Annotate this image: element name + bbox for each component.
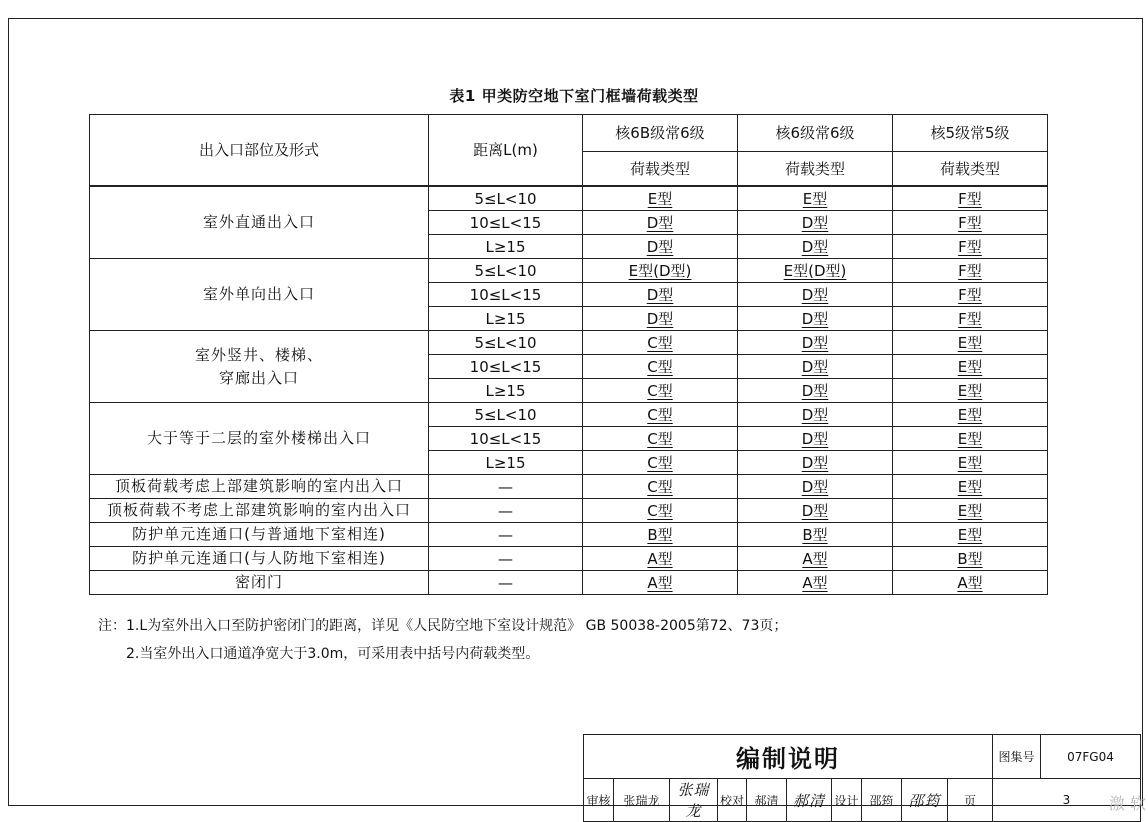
- distance-cell: L≥15: [429, 235, 583, 259]
- load-type-value: D型: [801, 357, 829, 376]
- load-type-cell: [738, 355, 893, 379]
- load-type-value: F型: [958, 285, 982, 304]
- review-label: 审核: [584, 779, 614, 822]
- distance-cell: —: [429, 547, 583, 571]
- load-type-value: D型: [801, 405, 829, 424]
- load-type-value: F型: [958, 189, 982, 208]
- header-group-3: 核5级常5级: [893, 115, 1048, 152]
- load-type-cell: [893, 403, 1048, 427]
- note-2: 2.当室外出入口通道净宽大于3.0m，可采用表中括号内荷载类型。: [126, 646, 540, 662]
- distance-cell: —: [429, 571, 583, 595]
- load-type-value: E型: [957, 477, 983, 496]
- position-cell: [90, 331, 429, 403]
- load-type-cell: [893, 283, 1048, 307]
- table-row: [90, 475, 1048, 499]
- load-type-value: D型: [801, 453, 829, 472]
- drawing-title: 编制说明: [584, 735, 993, 779]
- designer-signature: 邵筠: [902, 779, 948, 822]
- position-cell: 防护单元连通口(与人防地下室相连): [90, 547, 429, 571]
- table-row: [90, 547, 1048, 571]
- load-type-value: A型: [647, 573, 673, 592]
- load-type-cell: [893, 379, 1048, 403]
- load-type-value: D型: [646, 237, 674, 256]
- load-type-cell: [893, 235, 1048, 259]
- load-type-value: E型: [957, 381, 983, 400]
- load-type-cell: [738, 259, 893, 283]
- load-type-value: D型: [646, 309, 674, 328]
- position-cell: 顶板荷载考虑上部建筑影响的室内出入口: [90, 475, 429, 499]
- atlas-label: 图集号: [993, 735, 1041, 779]
- page-number: 3: [993, 779, 1141, 822]
- watermark: 激 软: [1108, 794, 1146, 813]
- load-type-value: D型: [801, 381, 829, 400]
- table-row: [90, 499, 1048, 523]
- distance-cell: 5≤L<10: [429, 331, 583, 355]
- reviewer-signature: 张瑞龙: [670, 779, 718, 822]
- designer-name: 邵筠: [862, 779, 902, 822]
- distance-cell: —: [429, 499, 583, 523]
- load-type-value: D型: [801, 309, 829, 328]
- position-label: 室外竖井、楼梯、: [194, 345, 323, 364]
- load-type-value: E型: [957, 333, 983, 352]
- load-type-cell: [893, 307, 1048, 331]
- distance-cell: 10≤L<15: [429, 355, 583, 379]
- load-type-value: A型: [802, 549, 828, 568]
- checker-signature: 郝清: [787, 779, 832, 822]
- notes: [98, 612, 787, 668]
- load-type-cell: [583, 523, 738, 547]
- position-cell: 顶板荷载不考虑上部建筑影响的室内出入口: [90, 499, 429, 523]
- load-type-cell: [738, 451, 893, 475]
- load-type-cell: [583, 186, 738, 211]
- load-type-value: D型: [646, 285, 674, 304]
- load-type-value: F型: [958, 213, 982, 232]
- load-type-value: D型: [801, 501, 829, 520]
- load-type-value: D型: [801, 429, 829, 448]
- table-row: [90, 571, 1048, 595]
- load-type-cell: [893, 355, 1048, 379]
- atlas-number: 07FG04: [1041, 735, 1141, 779]
- load-type-cell: [893, 186, 1048, 211]
- load-type-value: A型: [647, 549, 673, 568]
- load-type-cell: [583, 475, 738, 499]
- load-type-cell: [893, 259, 1048, 283]
- load-type-value: E型: [957, 429, 983, 448]
- load-type-cell: [738, 547, 893, 571]
- distance-cell: L≥15: [429, 451, 583, 475]
- load-type-value: E型: [647, 189, 673, 208]
- load-type-value: D型: [801, 333, 829, 352]
- load-type-value: C型: [647, 453, 673, 472]
- load-type-value: E型: [957, 501, 983, 520]
- load-type-value: E型: [957, 357, 983, 376]
- page-label: 页: [948, 779, 993, 822]
- position-label: 室外单向出入口: [202, 285, 315, 303]
- position-cell: [90, 259, 429, 331]
- load-type-cell: [583, 331, 738, 355]
- load-type-cell: [583, 355, 738, 379]
- load-type-cell: [893, 523, 1048, 547]
- load-type-cell: [583, 499, 738, 523]
- load-type-value: C型: [647, 381, 673, 400]
- position-label: 室外直通出入口: [202, 213, 315, 231]
- subheader-load-type: 荷载类型: [893, 152, 1048, 187]
- load-type-cell: [893, 547, 1048, 571]
- load-type-value: D型: [801, 237, 829, 256]
- table-row: [90, 331, 1048, 355]
- load-type-value: A型: [802, 573, 828, 592]
- check-label: 校对: [718, 779, 747, 822]
- position-cell: 密闭门: [90, 571, 429, 595]
- distance-cell: 5≤L<10: [429, 259, 583, 283]
- checker-name: 郝清: [747, 779, 787, 822]
- load-type-value: D型: [801, 213, 829, 232]
- load-type-cell: [738, 571, 893, 595]
- table-row: [90, 186, 1048, 211]
- load-type-cell: [583, 211, 738, 235]
- header-distance: 距离L(m): [429, 115, 583, 187]
- load-type-table: [89, 114, 1048, 595]
- load-type-cell: [893, 499, 1048, 523]
- load-type-cell: [893, 211, 1048, 235]
- reviewer-name: 张瑞龙: [614, 779, 670, 822]
- load-type-cell: [893, 475, 1048, 499]
- load-type-cell: [738, 283, 893, 307]
- position-cell: [90, 186, 429, 259]
- distance-cell: 5≤L<10: [429, 403, 583, 427]
- subheader-load-type: 荷载类型: [738, 152, 893, 187]
- load-type-cell: [738, 186, 893, 211]
- header-group-2: 核6级常6级: [738, 115, 893, 152]
- load-type-value: E型: [957, 525, 983, 544]
- load-type-cell: [738, 211, 893, 235]
- design-label: 设计: [832, 779, 862, 822]
- load-type-value: A型: [957, 573, 983, 592]
- header-group-1: 核6B级常6级: [583, 115, 738, 152]
- distance-cell: 5≤L<10: [429, 186, 583, 211]
- load-type-cell: [738, 427, 893, 451]
- title-block: [583, 734, 1141, 822]
- subheader-load-type: 荷载类型: [583, 152, 738, 187]
- load-type-value: C型: [647, 405, 673, 424]
- table-row: [90, 403, 1048, 427]
- load-type-cell: [893, 451, 1048, 475]
- load-type-cell: [738, 307, 893, 331]
- load-type-cell: [738, 499, 893, 523]
- distance-cell: L≥15: [429, 307, 583, 331]
- table-row: [90, 523, 1048, 547]
- load-type-cell: [583, 547, 738, 571]
- load-type-value: D型: [801, 285, 829, 304]
- load-type-cell: [583, 259, 738, 283]
- load-type-cell: [893, 331, 1048, 355]
- load-type-value: B型: [802, 525, 828, 544]
- load-type-cell: [583, 451, 738, 475]
- load-type-value: F型: [958, 237, 982, 256]
- load-type-value: E型: [957, 405, 983, 424]
- load-type-cell: [583, 403, 738, 427]
- load-type-value: C型: [647, 357, 673, 376]
- load-type-value: B型: [957, 549, 983, 568]
- distance-cell: 10≤L<15: [429, 427, 583, 451]
- load-type-cell: [583, 571, 738, 595]
- load-type-cell: [738, 475, 893, 499]
- load-type-cell: [583, 283, 738, 307]
- load-type-cell: [738, 403, 893, 427]
- load-type-value: C型: [647, 477, 673, 496]
- distance-cell: —: [429, 475, 583, 499]
- load-type-cell: [738, 523, 893, 547]
- load-type-value: E型: [802, 189, 828, 208]
- table-caption: 表1 甲类防空地下室门框墙荷载类型: [449, 87, 699, 105]
- load-type-value: F型: [958, 309, 982, 328]
- position-cell: 防护单元连通口(与普通地下室相连): [90, 523, 429, 547]
- load-type-cell: [893, 571, 1048, 595]
- distance-cell: 10≤L<15: [429, 211, 583, 235]
- load-type-cell: [583, 235, 738, 259]
- load-type-value: D型: [801, 477, 829, 496]
- position-label: 大于等于二层的室外楼梯出入口: [146, 429, 371, 447]
- load-type-value: C型: [647, 501, 673, 520]
- load-type-cell: [583, 427, 738, 451]
- table-row: [90, 259, 1048, 283]
- load-type-cell: [738, 235, 893, 259]
- position-label-line2: 穿廊出入口: [218, 368, 299, 387]
- load-type-value: E型(D型): [783, 261, 847, 280]
- note-1: 注：1.L为室外出入口至防护密闭门的距离，详见《人民防空地下室设计规范》 GB 50038-2005第72、73页；: [98, 618, 788, 634]
- load-type-value: E型(D型): [628, 261, 692, 280]
- distance-cell: 10≤L<15: [429, 283, 583, 307]
- load-type-cell: [583, 379, 738, 403]
- load-type-value: B型: [647, 525, 673, 544]
- load-type-value: C型: [647, 333, 673, 352]
- header-position: 出入口部位及形式: [90, 115, 429, 187]
- load-type-value: F型: [958, 261, 982, 280]
- load-type-value: E型: [957, 453, 983, 472]
- position-cell: [90, 403, 429, 475]
- load-type-cell: [738, 379, 893, 403]
- distance-cell: —: [429, 523, 583, 547]
- distance-cell: L≥15: [429, 379, 583, 403]
- load-type-cell: [583, 307, 738, 331]
- load-type-cell: [738, 331, 893, 355]
- load-type-value: C型: [647, 429, 673, 448]
- load-type-value: D型: [646, 213, 674, 232]
- load-type-cell: [893, 427, 1048, 451]
